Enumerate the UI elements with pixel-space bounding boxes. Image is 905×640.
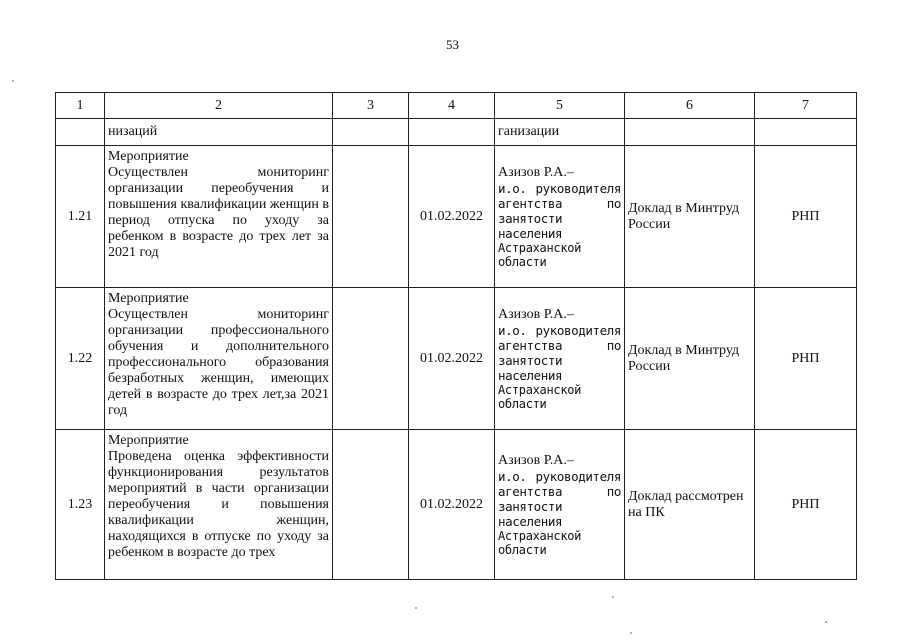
responsible-org: Астраханской области xyxy=(498,528,582,557)
row-section: РНП xyxy=(755,146,857,288)
continuation-col2: низаций xyxy=(105,119,333,146)
scan-speck xyxy=(612,596,614,598)
row-date: 01.02.2022 xyxy=(409,288,495,430)
row-number: 1.22 xyxy=(56,288,105,430)
scan-speck xyxy=(12,80,14,82)
header-col-7: 7 xyxy=(755,93,857,119)
page-number: 53 xyxy=(446,37,459,52)
responsible-name: Азизов Р.А.– xyxy=(498,164,574,180)
table-row xyxy=(56,430,857,580)
description-title: Мероприятие xyxy=(108,433,189,448)
description-title: Мероприятие xyxy=(108,149,189,164)
header-col-5: 5 xyxy=(495,93,625,119)
description-body: Осуществлен мониторинг организации профессионального обучения и дополнительного профессионального образования безработных женщин, имеющих детей в возрасте до трех лет,за 2021 год xyxy=(108,307,329,418)
table-row xyxy=(56,146,857,288)
row-number: 1.21 xyxy=(56,146,105,288)
description-body: Осуществлен мониторинг организации переобучения и повышения квалификации женщин в период отпуска по уходу за ребенком в возрасте до трех лет за 2021 год xyxy=(108,165,329,260)
description-title: Мероприятие xyxy=(108,291,189,306)
row-date: 01.02.2022 xyxy=(409,146,495,288)
row-result: Доклад в Минтруд России xyxy=(625,146,755,288)
responsible-role: и.о. руководителя агентства по занятости населения xyxy=(498,468,621,529)
header-col-2: 2 xyxy=(105,93,333,119)
scan-speck xyxy=(630,632,632,634)
responsible-org: Астраханской области xyxy=(498,382,582,411)
row-number: 1.23 xyxy=(56,430,105,580)
responsible-role: и.о. руководителя агентства по занятости населения xyxy=(498,322,621,383)
row-col3 xyxy=(333,146,409,288)
header-col-3: 3 xyxy=(333,93,409,119)
row-result: Доклад в Минтруд России xyxy=(625,288,755,430)
row-result: Доклад рассмотрен на ПК xyxy=(625,430,755,580)
row-col3 xyxy=(333,288,409,430)
row-description xyxy=(105,288,333,430)
row-responsible xyxy=(495,146,625,288)
responsible-org: Астраханской области xyxy=(498,240,582,269)
row-responsible xyxy=(495,288,625,430)
continuation-col5: ганизации xyxy=(495,119,625,146)
row-section: РНП xyxy=(755,430,857,580)
row-section: РНП xyxy=(755,288,857,430)
plan-table xyxy=(55,92,857,580)
scan-speck xyxy=(415,607,417,609)
header-col-1: 1 xyxy=(56,93,105,119)
header-col-6: 6 xyxy=(625,93,755,119)
scan-speck xyxy=(825,621,827,623)
row-date: 01.02.2022 xyxy=(409,430,495,580)
row-description xyxy=(105,146,333,288)
header-col-4: 4 xyxy=(409,93,495,119)
row-responsible xyxy=(495,430,625,580)
row-description xyxy=(105,430,333,580)
responsible-name: Азизов Р.А.– xyxy=(498,306,574,322)
responsible-role: и.о. руководителя агентства по занятости населения xyxy=(498,180,621,241)
continuation-row xyxy=(56,119,857,146)
row-col3 xyxy=(333,430,409,580)
header-row xyxy=(56,93,857,119)
description-body: Проведена оценка эффективности функционирования результатов мероприятий в части организации переобучения и повышения квалификации женщин, находящихся в отпуске по уходу за ребенком в возрасте до трех xyxy=(108,449,329,560)
table-row xyxy=(56,288,857,430)
responsible-name: Азизов Р.А.– xyxy=(498,452,574,468)
